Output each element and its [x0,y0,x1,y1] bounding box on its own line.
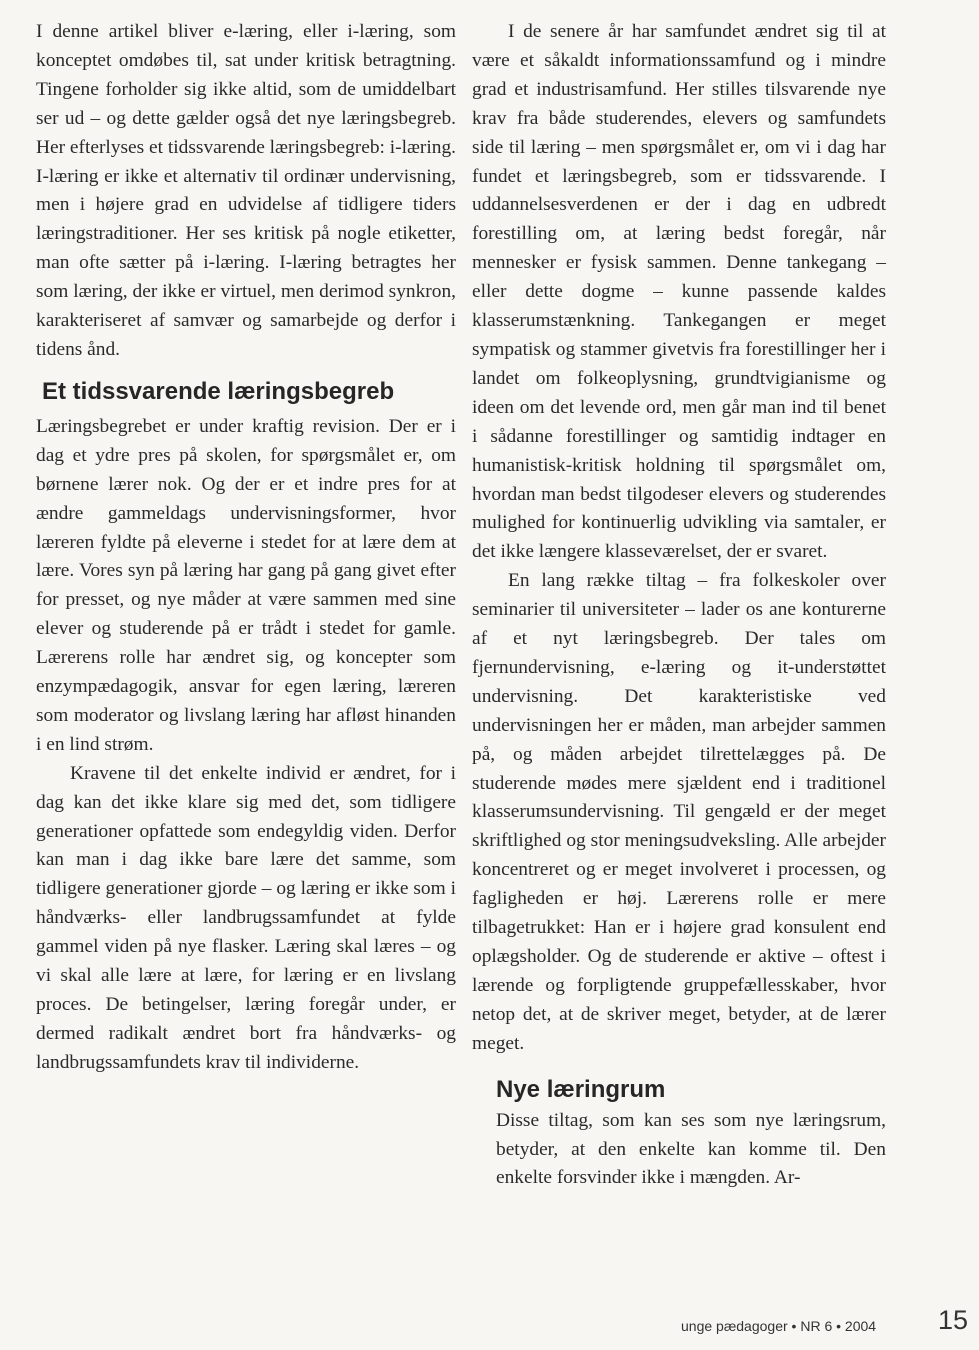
left-column [36,18,456,1078]
magazine-name: unge pædagoger [681,1318,788,1334]
right-column [472,18,886,1193]
body-paragraph: En lang række tiltag – fra folkeskoler over seminarier til universiteter – lader os ane konturerne af et nyt læringsbegreb. Der tales om fjernundervisning, e-læring og it-understøttet undervisning. Det karakteristiske ved undervisningen her er måden, man arbejder sammen på, og måden arbejdet tilrettelægges på. De studerende mødes mere sjældent end i traditionel klasserumsundervisning. Til gengæld er der meget skriftlighed og stor meningsudveksling. Alle arbejder koncentreret og er meget involveret i processen, og fagligheden er høj. Lærerens rolle er mere tilbagetrukket: Han er i højere grad konsulent end oplægsholder. Og de studerende er aktive – oftest i lærende og forpligtende gruppefællesskaber, hvor netop det, at de skriver meget, betyder, at de lærer meget. [472,570,886,1054]
page-number: 15 [938,1305,969,1335]
page-footer [681,1318,876,1334]
section-heading: Et tidssvarende læringsbegreb [42,377,395,405]
body-paragraph: Kravene til det enkelte individ er ændret, for i dag kan det ikke klare sig med det, som tidligere generationer opfattede som endegyldig viden. Derfor kan man i dag ikke bare lære det samme, som tidligere generationer gjorde – og læring er ikke som i håndværks- eller landbrugssamfundet at fylde gammel viden på nye flasker. Læring skal læres – og vi skal alle lære at lære, for læring er en livslang proces. De betingelser, læring foregår under, er dermed radikalt ændret bort fra håndværks- og landbrugssamfundets krav til individerne. [36,762,456,1073]
intro-paragraph: I denne artikel bliver e-læring, eller i-læring, som konceptet omdøbes til, sat under kritisk betragtning. Tingene forholder sig ikke altid, som de umiddelbart ser ud – og dette gælder også det nye læringsbegreb. Her efterlyses et tidssvarende læringsbegreb: i-læring. I-læring er ikke et alternativ til ordinær undervisning, men i højere grad en udvidelse af tidligere tiders læringstraditioner. Her ses kritisk på nogle etiketter, man ofte sætter på i-læring. I-læring betragtes her som læring, der ikke er virtuel, men derimod synkron, karakteriseret af samvær og samarbejde og derfor i tidens ånd. [36,21,457,360]
body-paragraph: I de senere år har samfundet ændret sig til at være et såkaldt informationssamfund og i mindre grad et industrisamfund. Her stilles tilsvarende nye krav fra både studerendes, elevers og samfundets side til læring – men spørgsmålet er, om vi i dag har fundet et læringsbegreb, som er tidssvarende. I uddannelsesverdenen er der i dag en udbredt forestilling om, at læring bedst foregår, når mennesker er fysisk sammen. Denne tankegang – eller dette dogme – kunne passende kaldes klasserumstænkning. Tankegangen er meget sympatisk og stammer givetvis fra forestillinger her i landet om folkeoplysning, grundtvigianisme og ideen om det levende ord, men går man ind til benet i sådanne forestillinger og samtidig indtager en humanistisk-kritisk holdning til spørgsmålet om, hvordan man bedst tilgodeser elevers og studerendes mulighed for kontinuerlig udvikling via samtaler, er det ikke længere klasseværelset, der er svaret. [472,21,886,563]
issue-info: • NR 6 • 2004 [791,1318,877,1334]
body-paragraph: Disse tiltag, som kan ses som nye læringsrum, betyder, at den enkelte kan komme til. Den enkelte forsvinder ikke i mængden. Ar- [496,1109,886,1189]
body-paragraph: Læringsbegrebet er under kraftig revision. Der er i dag et ydre pres på skolen, for spørgsmålet er, om børnene lærer nok. Og der er et indre pres for at ændre gammeldags undervisningsformer, hvor læreren fyldte på eleverne i stedet for at lære dem at lære. Vores syn på læring har gang på gang givet efter for presset, og nye måder at være sammen med sine elever og studerende på er trådt i stedet for gamle. Lærerens rolle har ændret sig, og koncepter som enzympædagogik, ansvar for egen læring, læreren som moderator og livslang læring har afløst hinanden i en lind strøm. [36,415,456,755]
section-heading: Nye læringrum [496,1075,666,1103]
